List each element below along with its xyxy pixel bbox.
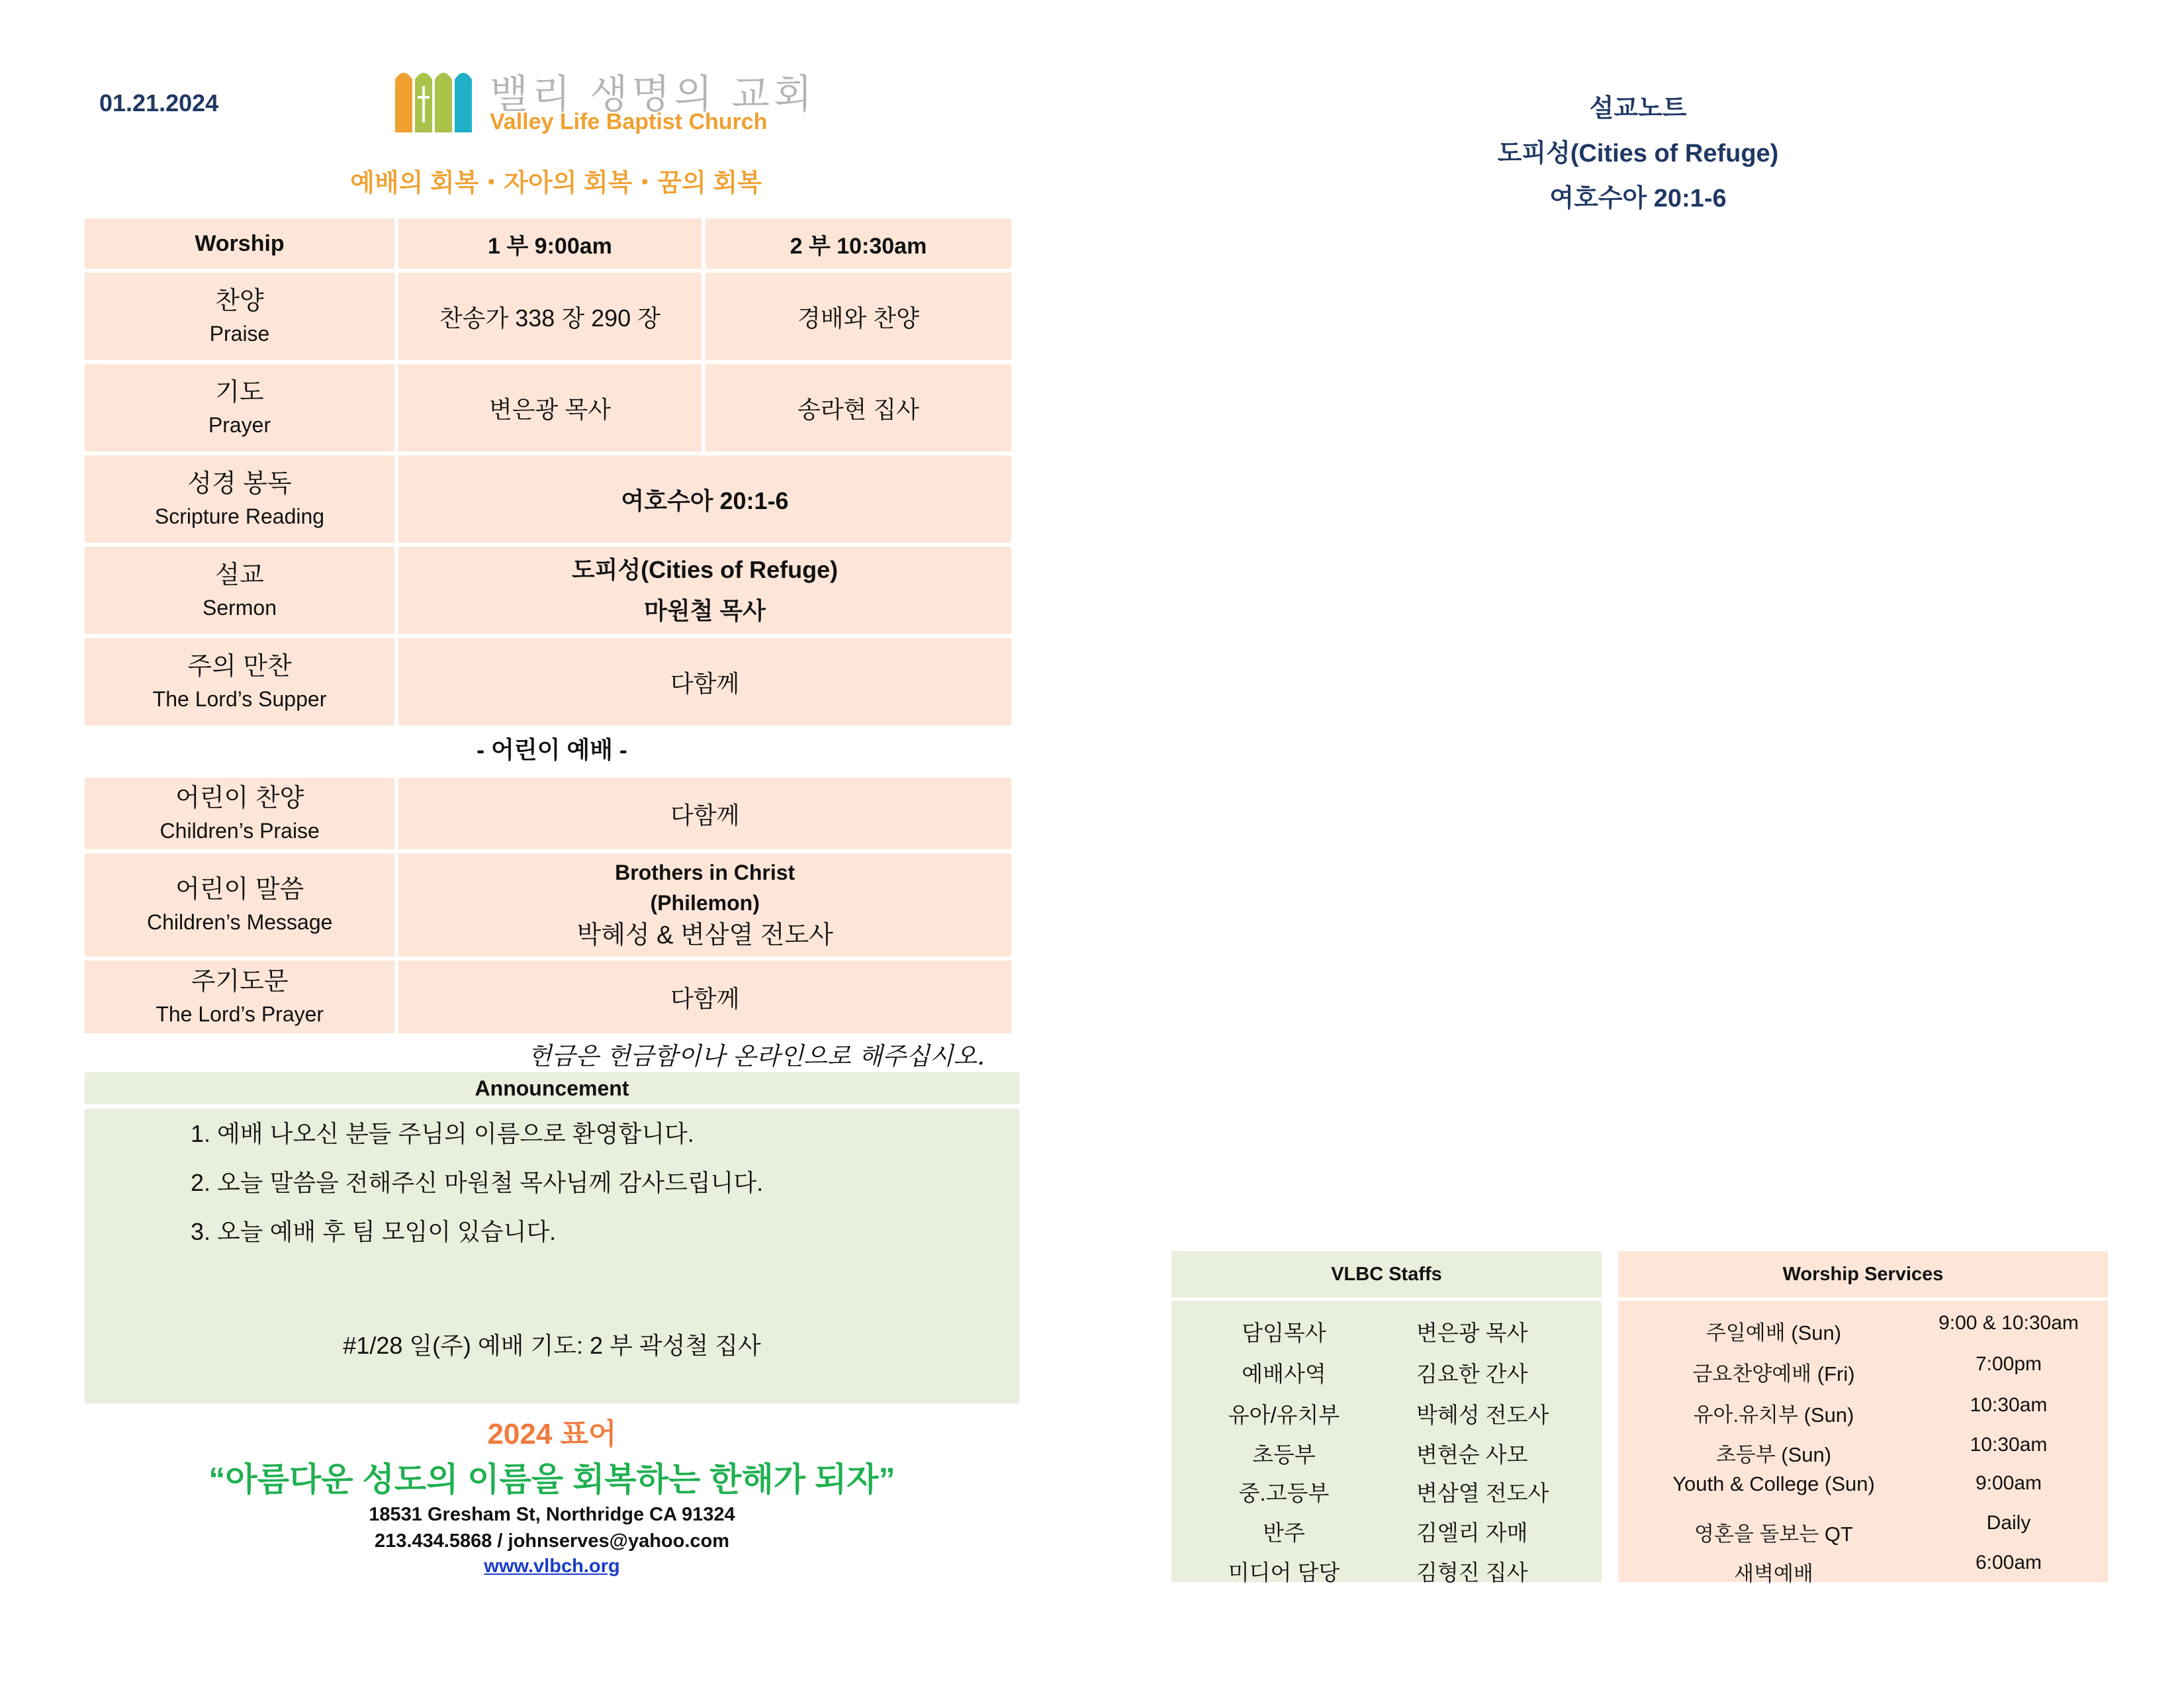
church-name-english: Valley Life Baptist Church (490, 109, 768, 134)
children-row-praise (85, 778, 1011, 849)
children-praise-value: 다함께 (398, 778, 1011, 849)
children-worship-table (81, 774, 1015, 1037)
year-motto: “아름다운 성도의 이름을 회복하는 한해가 되자” (208, 1461, 895, 1498)
bulletin-date: 01.21.2024 (99, 89, 219, 117)
church-contact: 213.434.5868 / johnserves@yahoo.com (374, 1530, 730, 1552)
order-item-label: 어린이 찬양 Children’s Praise (85, 778, 394, 849)
order-item-label: 찬양 Praise (85, 273, 394, 360)
lords-prayer-value: 다함께 (398, 961, 1011, 1033)
sermon-value: 도피성(Cities of Refuge) 마원철 목사 (398, 547, 1011, 634)
lords-supper-value: 다함께 (398, 638, 1011, 726)
order-item-first: 찬송가 338 장 290 장 (398, 273, 702, 360)
announcement-item: 1. 예배 나오신 분들 주님의 이름으로 환영합니다. (191, 1120, 694, 1147)
order-item-second: 송라현 집사 (705, 364, 1011, 451)
header-first-service: 1 부 9:00am (398, 218, 702, 269)
order-item-label: 주의 만찬 The Lord’s Supper (85, 638, 394, 726)
announcement-prayer-note: #1/28 일(주) 예배 기도: 2 부 곽성철 집사 (343, 1332, 761, 1359)
church-name-korean: 밸리 생명의 교회 (490, 72, 817, 117)
header-second-service: 2 부 10:30am (705, 218, 1011, 269)
order-item-label: 기도 Prayer (85, 364, 394, 451)
church-logo-icon (394, 66, 473, 136)
announcement-body (85, 1109, 1019, 1403)
order-item-label: 설교 Sermon (85, 547, 394, 634)
sermon-notes-subtitle: 도피성(Cities of Refuge) (1497, 140, 1779, 167)
worship-services-box: Worship Services 주일예배 (Sun) 9:00 & 10:30am 금요찬양예배 (Fri) 7:00pm 유아.유치부 (Sun) 10:30am 초등부 (Sun) 10:30am Youth & College (Sun) 9:00am 영혼을 돌보는 QT Daily 새벽예배 6:00am (1618, 1251, 2108, 1582)
scripture-value: 여호수아 20:1-6 (398, 455, 1011, 543)
order-of-worship-table (81, 214, 1015, 729)
sermon-notes-scripture: 여호수아 20:1-6 (1549, 185, 1727, 212)
staff-box: VLBC Staffs 담임목사 변은광 목사 예배사역 김요한 간사 유아/유치부 박혜성 전도사 초등부 변현순 사모 중.고등부 변삼열 전도사 반주 김엘리 자매 미디어 담당 김형진 집사 (1171, 1251, 1602, 1582)
order-row-lords-supper (85, 638, 1011, 726)
church-address: 18531 Gresham St, Northridge CA 91324 (369, 1504, 735, 1525)
order-item-second: 경배와 찬양 (705, 273, 1011, 360)
year-motto-title: 2024 표어 (487, 1418, 617, 1450)
church-motto: 예배의 회복・자아의 회복・꿈의 회복 (350, 169, 762, 197)
sermon-notes-title: 설교노트 (1589, 95, 1687, 122)
children-message-value: Brothers in Christ (Philemon) 박혜성 & 변삼열 전도사 (398, 853, 1011, 957)
order-item-label: 어린이 말씀 Children’s Message (85, 853, 394, 957)
header-worship: Worship (85, 218, 394, 269)
children-row-lords-prayer (85, 961, 1011, 1033)
children-row-message (85, 853, 1011, 957)
offering-note: 헌금은 헌금함이나 온라인으로 해주십시오. (527, 1042, 985, 1070)
announcement-item: 2. 오늘 말씀을 전해주신 마원철 목사님께 감사드립니다. (191, 1169, 764, 1196)
worship-services-title: Worship Services (1618, 1251, 2108, 1301)
announcement-title: Announcement (85, 1072, 1019, 1104)
order-item-label: 주기도문 The Lord’s Prayer (85, 961, 394, 1033)
order-row-praise (85, 273, 1011, 360)
sermon-notes-header (1390, 86, 1886, 221)
staff-title: VLBC Staffs (1171, 1251, 1602, 1301)
order-item-label: 성경 봉독 Scripture Reading (85, 455, 394, 543)
church-website-link[interactable]: www.vlbch.org (484, 1556, 620, 1577)
children-worship-title: - 어린이 예배 - (477, 736, 627, 763)
order-item-first: 변은광 목사 (398, 364, 702, 451)
order-row-scripture (85, 455, 1011, 543)
order-header-row (85, 218, 1011, 269)
announcement-item: 3. 오늘 예배 후 팀 모임이 있습니다. (191, 1218, 557, 1245)
order-row-sermon (85, 547, 1011, 634)
order-row-prayer (85, 364, 1011, 451)
